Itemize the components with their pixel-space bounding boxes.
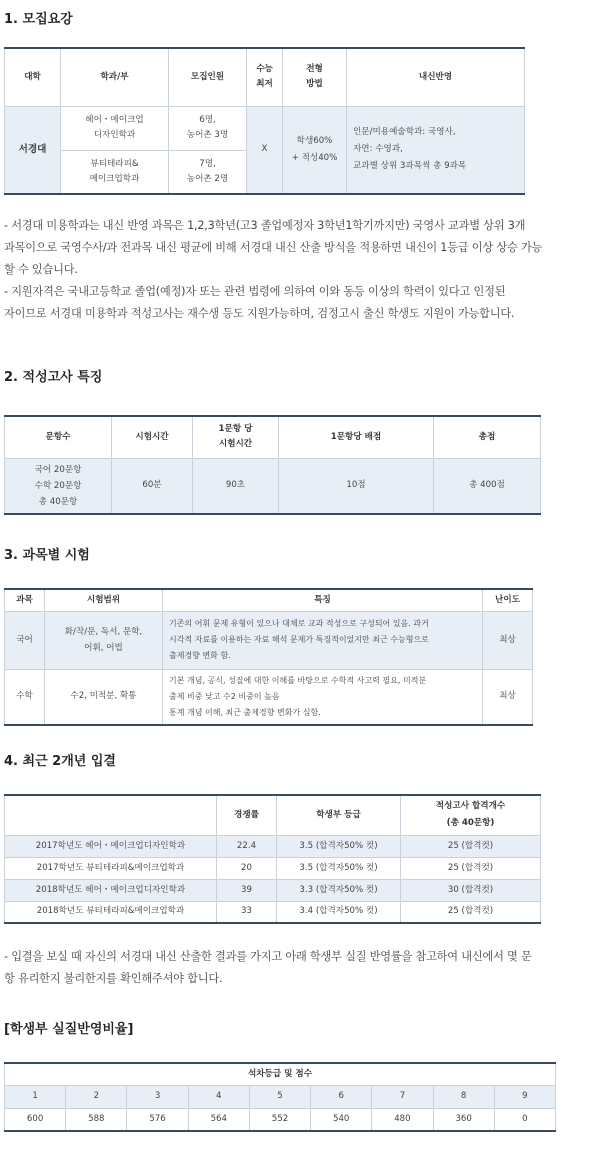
header-scope: 시험범위 xyxy=(45,589,163,611)
score-cell: 564 xyxy=(188,1108,249,1131)
result-school-grade: 3.5 (합격자50% 컷) xyxy=(277,835,401,857)
paragraph-line: 자이므로 서경대 미용학과 적성고사는 재수생 등도 지원가능하며, 검정고시 출신 학생도 지원이 가능합니다. xyxy=(4,307,515,320)
csat-min-value: X xyxy=(247,106,283,194)
score-cell: 588 xyxy=(66,1108,127,1131)
header-csat-min: 수능 최저 xyxy=(247,48,283,106)
header-department: 학과/부 xyxy=(61,48,169,106)
grade-cell: 6 xyxy=(311,1086,372,1109)
header-question-count: 문항수 xyxy=(5,416,112,458)
header-time-per-question: 1문항 당 시험시간 xyxy=(193,416,279,458)
result-school-grade: 3.5 (합격자50% 컷) xyxy=(277,857,401,879)
subject-test-table xyxy=(4,588,533,726)
explanation-paragraph-1 xyxy=(4,215,596,325)
result-department: 2017학년도 뷰티테라피&메이크업학과 xyxy=(5,857,217,879)
department-quota: 7명, 농어촌 2명 xyxy=(169,150,247,194)
header-points-per-question: 1문항당 배점 xyxy=(279,416,434,458)
score-cell: 480 xyxy=(372,1108,433,1131)
result-competition-rate: 20 xyxy=(217,857,277,879)
subject-value: 수학 xyxy=(5,669,45,725)
paragraph-line: - 서경대 미용학과는 내신 반영 과목은 1,2,3학년(고3 졸업예정자 3학년1학기까지만) 국영사 교과별 상위 3개 xyxy=(4,219,526,232)
paragraph-line: 항 유리한지 불리한지를 확인해주셔야 합니다. xyxy=(4,972,223,985)
recruitment-table xyxy=(4,47,525,195)
header-aptitude-correct: 적성고사 합격개수 (총 40문항) xyxy=(401,795,541,835)
header-level: 난이도 xyxy=(483,589,533,611)
question-count-value: 국어 20문항 수학 20문항 총 40문항 xyxy=(5,458,112,514)
grade-score-table xyxy=(4,1062,556,1132)
paragraph-line: 과목이으로 국영수사/과 전과목 내신 평균에 비해 서경대 내신 산출 방식을 적용하면 내신이 1등급 이상 상승 가능 xyxy=(4,241,543,254)
section4-heading: 4. 최근 2개년 입결 xyxy=(4,754,116,769)
department-name: 헤어・메이크업 디자인학과 xyxy=(61,106,169,150)
paragraph-line: 할 수 있습니다. xyxy=(4,263,78,276)
test-time-value: 60분 xyxy=(112,458,193,514)
scope-value: 화/작/문, 독서, 문학, 어휘, 어법 xyxy=(45,611,163,669)
result-school-grade: 3.4 (합격자50% 컷) xyxy=(277,901,401,923)
total-score-value: 총 400점 xyxy=(434,458,541,514)
feature-value: 기본 개념, 공식, 성질에 대한 이해를 바탕으로 수학적 사고력 필요, 미적분 출제 비중 낮고 수2 비중이 높음 통계 개념 이해, 최근 출제경향 변화가 심함. xyxy=(163,669,483,725)
result-department: 2018학년도 헤어・메이크업디자인학과 xyxy=(5,879,217,901)
header-total-score: 총점 xyxy=(434,416,541,458)
grade-cell: 5 xyxy=(249,1086,310,1109)
result-school-grade: 3.3 (합격자50% 컷) xyxy=(277,879,401,901)
score-cell: 0 xyxy=(494,1108,555,1131)
result-department: 2017학년도 헤어・메이크업디자인학과 xyxy=(5,835,217,857)
header-school-grade: 학생부 등급 xyxy=(277,795,401,835)
grade-cell: 7 xyxy=(372,1086,433,1109)
result-competition-rate: 33 xyxy=(217,901,277,923)
feature-value: 기존의 어휘 문제 유형이 있으나 대체로 교과 적성으로 구성되어 있음. 과거 시각적 자료를 이용하는 자료 해석 문제가 특징적이었지만 최근 수능형으로 출제경향 변화 함. xyxy=(163,611,483,669)
grade-cell: 9 xyxy=(494,1086,555,1109)
level-value: 최상 xyxy=(483,669,533,725)
university-name: 서경대 xyxy=(5,106,61,194)
result-department: 2018학년도 뷰티테라피&메이크업학과 xyxy=(5,901,217,923)
score-cell: 540 xyxy=(311,1108,372,1131)
section2-heading: 2. 적성고사 특징 xyxy=(4,370,103,385)
header-test-time: 시험시간 xyxy=(112,416,193,458)
header-competition-rate: 경쟁률 xyxy=(217,795,277,835)
header-feature: 특징 xyxy=(163,589,483,611)
result-aptitude-cut: 30 (합격컷) xyxy=(401,879,541,901)
grade-cell: 4 xyxy=(188,1086,249,1109)
result-competition-rate: 39 xyxy=(217,879,277,901)
score-cell: 600 xyxy=(5,1108,66,1131)
header-subject: 과목 xyxy=(5,589,45,611)
score-cell: 552 xyxy=(249,1108,310,1131)
method-value: 학생60% + 적성40% xyxy=(283,106,347,194)
admission-results-table xyxy=(4,794,541,924)
department-quota: 6명, 농어촌 3명 xyxy=(169,106,247,150)
score-cell: 360 xyxy=(433,1108,494,1131)
result-aptitude-cut: 25 (합격컷) xyxy=(401,901,541,923)
time-per-question-value: 90초 xyxy=(193,458,279,514)
grade-cell: 1 xyxy=(5,1086,66,1109)
points-per-question-value: 10점 xyxy=(279,458,434,514)
subject-value: 국어 xyxy=(5,611,45,669)
header-university: 대학 xyxy=(5,48,61,106)
grade-score-title: 석차등급 및 점수 xyxy=(5,1063,556,1086)
department-name: 뷰티테라피& 메이크업학과 xyxy=(61,150,169,194)
header-blank xyxy=(5,795,217,835)
grade-cell: 8 xyxy=(433,1086,494,1109)
section1-heading: 1. 모집요강 xyxy=(4,12,73,27)
paragraph-line: - 입결을 보실 때 자신의 서경대 내신 산출한 결과를 가지고 아래 학생부 실질 반영률을 참고하여 내신에서 몇 문 xyxy=(4,950,532,963)
level-value: 최상 xyxy=(483,611,533,669)
reflection-value: 인문/미용예술학과: 국영사, 자연: 수영과, 교과별 상위 3과목씩 총 9과목 xyxy=(347,106,525,194)
header-quota: 모집인원 xyxy=(169,48,247,106)
grade-cell: 3 xyxy=(127,1086,188,1109)
scope-value: 수2, 미적분, 확통 xyxy=(45,669,163,725)
result-aptitude-cut: 25 (합격컷) xyxy=(401,857,541,879)
result-competition-rate: 22.4 xyxy=(217,835,277,857)
aptitude-test-table xyxy=(4,415,541,515)
section5-heading: [학생부 실질반영비율] xyxy=(4,1022,134,1037)
paragraph-line: - 지원자격은 국내고등학교 졸업(예정)자 또는 관련 법령에 의하여 이와 동등 이상의 학력이 있다고 인정된 xyxy=(4,285,506,298)
header-reflection: 내신반영 xyxy=(347,48,525,106)
grade-cell: 2 xyxy=(66,1086,127,1109)
result-aptitude-cut: 25 (합격컷) xyxy=(401,835,541,857)
score-cell: 576 xyxy=(127,1108,188,1131)
explanation-paragraph-2 xyxy=(4,946,596,990)
header-method: 전형 방법 xyxy=(283,48,347,106)
section3-heading: 3. 과목별 시험 xyxy=(4,548,90,563)
